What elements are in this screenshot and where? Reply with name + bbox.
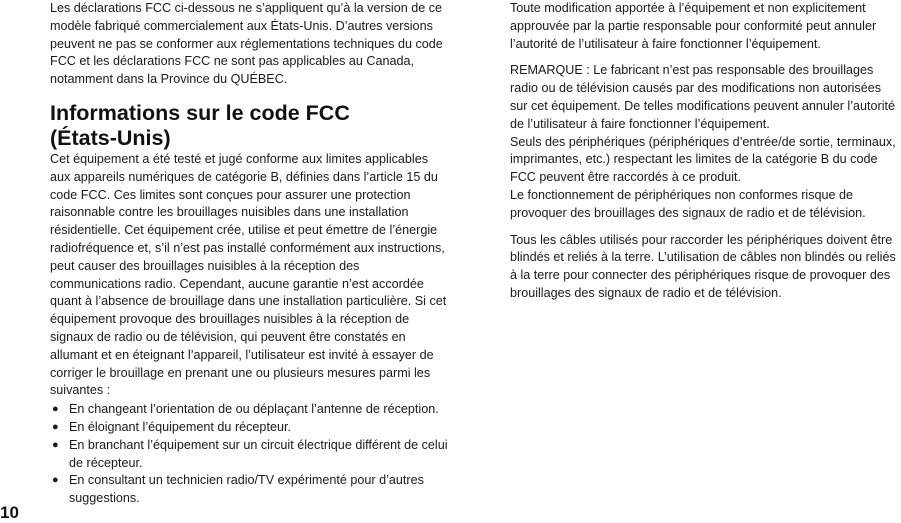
fcc-intro-paragraph: Les déclarations FCC ci-dessous ne s’appliquent qu’à la version de ce modèle fabriqué commercialement aux États-Unis. D’autres versions peuvent ne pas se conformer aux réglementations techniques du code FCC et les déclarations FCC ne sont pas applicables au Canada, notamment dans la Province du QUÉBEC.: [50, 1, 443, 87]
bullet-icon: ●: [52, 420, 59, 433]
remarque-line: REMARQUE : Le fabricant n’est pas responsable des brouillages radio ou de télévision causés par des modifications non autorisées sur cet équipement. De telles modifications peuvent annuler l’autorité de l’utilisateur à faire fonctionner l’équipement.: [510, 63, 896, 131]
cables-paragraph: Tous les câbles utilisés pour raccorder les périphériques doivent être blindés et reliés à la terre. L’utilisation de câbles non blindés ou reliés à la terre pour connecter des périphériques risque de provoquer des brouillages des signaux de radio et de télévision.: [510, 232, 896, 300]
nonconforming-line: Le fonctionnement de périphériques non conformes risque de provoquer des brouillages des signaux de radio et de télévision.: [510, 187, 866, 220]
bullet-icon: ●: [52, 403, 59, 416]
list-item: ● En branchant l’équipement sur un circuit électrique différent de celui de récepteur.: [52, 437, 448, 470]
peripherals-line: Seuls des périphériques (périphériques d’entrée/de sortie, terminaux, imprimantes, etc.) respectant les limites de la catégorie B du code FCC peuvent être raccordés à ce produit.: [510, 134, 896, 185]
right-column: [510, 0, 901, 303]
modification-warning-paragraph: Toute modification apportée à l’équipement et non explicitement approuvée par la partie responsable pour conformité peut annuler l’autorité de l’utilisateur à faire fonctionner l’équipement.: [510, 1, 877, 51]
heading-line-2: (États-Unis): [50, 125, 171, 150]
list-item: ● En changeant l’orientation de ou déplaçant l’antenne de réception.: [50, 401, 448, 419]
fcc-compliance-paragraph: Cet équipement a été testé et jugé conforme aux limites applicables aux appareils numériques de catégorie B, définies dans l’article 15 du code FCC. Ces limites sont conçues pour assurer une protection raisonnable contre les brouillages nuisibles dans une installation résidentielle. Cet équipement crée, utilise et peut émettre de l’énergie radiofréquence et, s’il n’est pas installé conformément aux instructions, peut causer des brouillages nuisibles à la réception des communications radio. Cependant, aucune garantie n’est accordée quant à l’absence de brouillage dans une installation particulière. Si cet équipement provoque des brouillages nuisibles à la réception de signaux de radio ou de télévision, qui peuvent être constatés en allumant et en éteignant l’appareil, l’utilisateur est invité à essayer de corriger le brouillage en prenant une ou plusieurs mesures parmi les suivantes :: [50, 151, 447, 398]
remarque-block: [510, 62, 901, 222]
bullet-icon: ●: [52, 474, 59, 487]
bullet-icon: ●: [52, 438, 59, 451]
fcc-section-heading: [50, 101, 448, 151]
heading-line-1: Informations sur le code FCC: [50, 100, 350, 125]
list-item: ● En consultant un technicien radio/TV expérimenté pour d’autres suggestions.: [52, 473, 424, 506]
remedy-list: [50, 401, 448, 508]
page-number: 10: [0, 503, 19, 522]
left-column: [50, 0, 448, 508]
list-item: ● En éloignant l’équipement du récepteur.: [50, 419, 448, 437]
